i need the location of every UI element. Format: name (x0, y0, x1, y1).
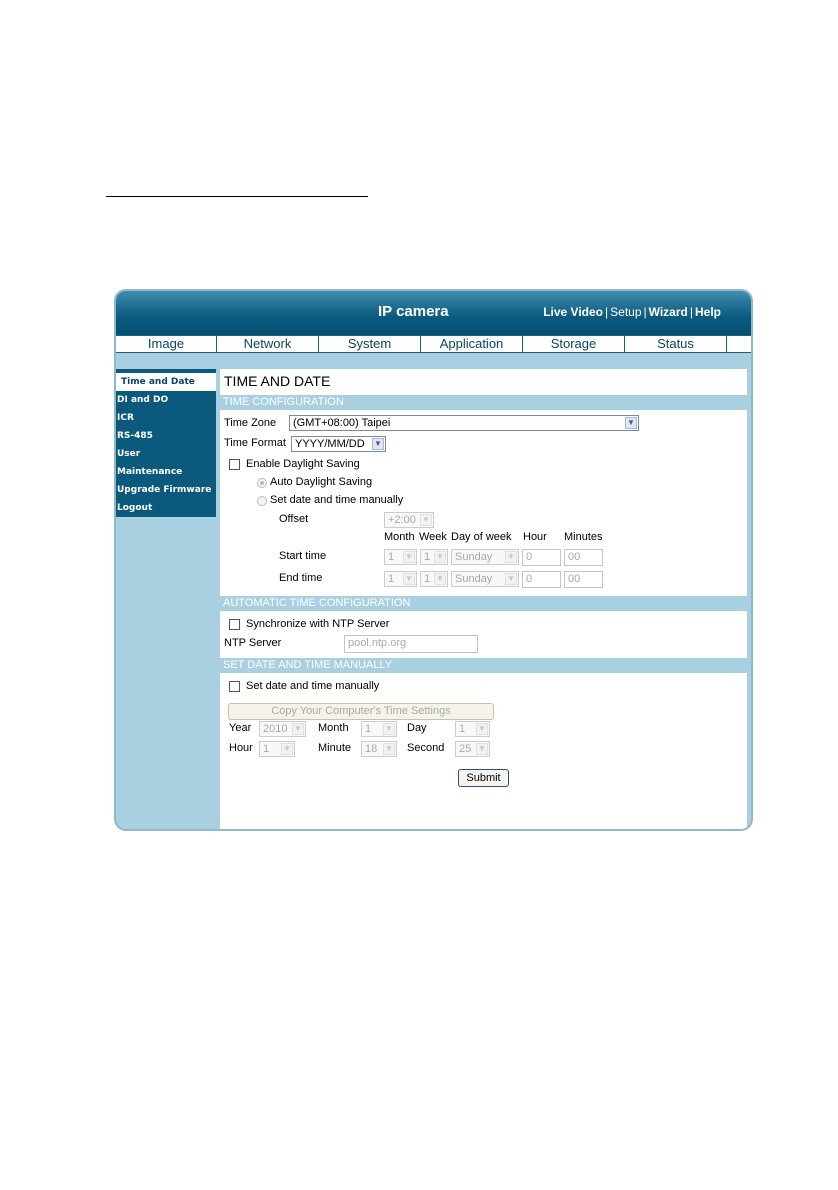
manual-daylight-saving-radio[interactable] (257, 496, 267, 506)
header-bar (116, 291, 751, 335)
manual-daylight-saving-label: Set date and time manually (270, 494, 404, 506)
chevron-down-icon: ▼ (505, 551, 517, 563)
col-minutes-header: Minutes (564, 531, 603, 543)
minute-label: Minute (318, 742, 352, 754)
chevron-down-icon: ▼ (281, 743, 293, 755)
offset-select[interactable]: +2:00 ▼ (384, 512, 434, 528)
time-format-label: Time Format (224, 437, 286, 449)
enable-daylight-saving-label: Enable Daylight Saving (246, 458, 360, 470)
chevron-down-icon: ▼ (383, 723, 395, 735)
main-nav (116, 335, 751, 353)
set-manually-checkbox[interactable] (229, 681, 240, 692)
time-zone-select[interactable]: (GMT+08:00) Taipei ▼ (289, 415, 639, 431)
month-select[interactable]: 1 ▼ (361, 721, 397, 737)
sidebar-item-logout[interactable]: Logout (117, 503, 153, 513)
camera-window (114, 289, 753, 831)
link-separator: | (689, 305, 693, 319)
sidebar-item-di-and-do[interactable]: DI and DO (117, 395, 169, 405)
section-set-date-time-manually: SET DATE AND TIME MANUALLY (220, 658, 747, 673)
nav-image[interactable]: Image (116, 336, 217, 352)
second-label: Second (407, 742, 445, 754)
month-label: Month (318, 722, 349, 734)
submit-button[interactable]: Submit (458, 769, 509, 787)
sidebar-item-user[interactable]: User (117, 449, 141, 459)
col-hour-header: Hour (523, 531, 547, 543)
sidebar-item-time-and-date[interactable]: Time and Date (116, 373, 216, 391)
end-day-of-week-select[interactable]: Sunday ▼ (451, 571, 519, 587)
sync-ntp-label: Synchronize with NTP Server (246, 618, 390, 630)
start-week-select[interactable]: 1 ▼ (420, 549, 448, 565)
live-video-link[interactable]: Live Video (543, 305, 604, 319)
end-minutes-input[interactable]: 00 (564, 571, 603, 588)
start-time-label: Start time (279, 550, 327, 562)
ntp-server-label: NTP Server (224, 637, 282, 649)
sidebar-item-maintenance[interactable]: Maintenance (117, 467, 183, 477)
section-automatic-time-configuration: AUTOMATIC TIME CONFIGURATION (220, 596, 747, 611)
document-underline (106, 196, 368, 197)
chevron-down-icon: ▼ (403, 573, 415, 585)
end-month-select[interactable]: 1 ▼ (384, 571, 417, 587)
auto-daylight-saving-radio[interactable] (257, 478, 267, 488)
minute-select[interactable]: 18 ▼ (361, 741, 397, 757)
nav-application[interactable]: Application (421, 336, 523, 352)
col-day-of-week-header: Day of week (451, 531, 512, 543)
end-week-select[interactable]: 1 ▼ (420, 571, 448, 587)
chevron-down-icon: ▼ (420, 514, 432, 526)
nav-network[interactable]: Network (217, 336, 319, 352)
year-select[interactable]: 2010 ▼ (259, 721, 306, 737)
page-title: TIME AND DATE (224, 373, 331, 389)
chevron-down-icon: ▼ (476, 723, 488, 735)
main-panel (220, 369, 747, 829)
second-select[interactable]: 25 ▼ (455, 741, 490, 757)
chevron-down-icon: ▼ (625, 417, 637, 429)
hour-label: Hour (229, 742, 253, 754)
chevron-down-icon: ▼ (434, 573, 446, 585)
nav-spacer (116, 353, 751, 367)
offset-label: Offset (279, 513, 309, 525)
help-link[interactable]: Help (694, 305, 721, 319)
chevron-down-icon: ▼ (403, 551, 415, 563)
hour-select[interactable]: 1 ▼ (259, 741, 295, 757)
start-day-of-week-select[interactable]: Sunday ▼ (451, 549, 519, 565)
nav-system[interactable]: System (319, 336, 421, 352)
enable-daylight-saving-checkbox[interactable] (229, 459, 240, 470)
ntp-server-input[interactable]: pool.ntp.org (344, 635, 478, 653)
nav-status[interactable]: Status (625, 336, 727, 352)
sync-ntp-checkbox[interactable] (229, 619, 240, 630)
chevron-down-icon: ▼ (292, 723, 304, 735)
sidebar-item-rs-485[interactable]: RS-485 (117, 431, 153, 441)
chevron-down-icon: ▼ (372, 438, 384, 450)
wizard-link[interactable]: Wizard (648, 305, 688, 319)
set-manually-label: Set date and time manually (246, 680, 380, 692)
section-time-configuration: TIME CONFIGURATION (220, 395, 747, 410)
sidebar-list (116, 369, 216, 517)
end-hour-input[interactable]: 0 (522, 571, 561, 588)
app-title: IP camera (378, 303, 449, 320)
year-label: Year (229, 722, 252, 734)
sidebar-item-upgrade-firmware[interactable]: Upgrade Firmware (117, 485, 212, 495)
day-label: Day (407, 722, 427, 734)
end-time-label: End time (279, 572, 323, 584)
start-month-select[interactable]: 1 ▼ (384, 549, 417, 565)
header-links (543, 305, 721, 319)
time-format-select[interactable]: YYYY/MM/DD ▼ (291, 436, 386, 452)
col-month-header: Month (384, 531, 415, 543)
copy-computer-time-button[interactable]: Copy Your Computer's Time Settings (228, 703, 494, 720)
chevron-down-icon: ▼ (434, 551, 446, 563)
chevron-down-icon: ▼ (476, 743, 488, 755)
setup-link[interactable]: Setup (610, 305, 642, 319)
nav-storage[interactable]: Storage (523, 336, 625, 352)
sidebar (116, 369, 216, 829)
link-separator: | (605, 305, 609, 319)
sidebar-item-icr[interactable]: ICR (117, 413, 134, 423)
day-select[interactable]: 1 ▼ (455, 721, 490, 737)
link-separator: | (643, 305, 647, 319)
start-hour-input[interactable]: 0 (522, 549, 561, 566)
chevron-down-icon: ▼ (383, 743, 395, 755)
auto-daylight-saving-label: Auto Daylight Saving (270, 476, 373, 488)
chevron-down-icon: ▼ (505, 573, 517, 585)
col-week-header: Week (419, 531, 447, 543)
start-minutes-input[interactable]: 00 (564, 549, 603, 566)
time-zone-label: Time Zone (224, 417, 277, 429)
